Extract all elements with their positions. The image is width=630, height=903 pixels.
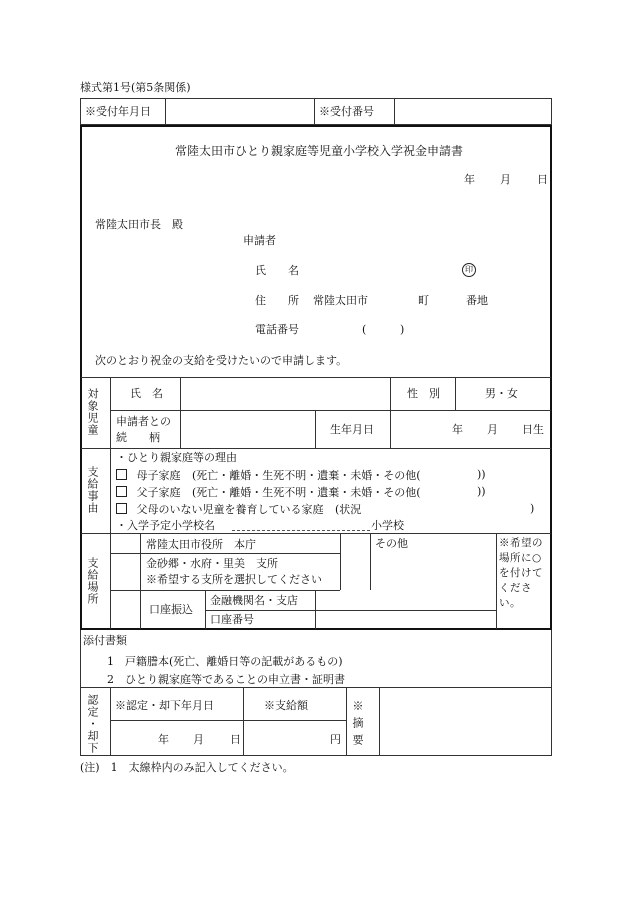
applicant-name-label: 氏 名 <box>255 264 299 277</box>
reason-option-no-parents[interactable]: 父母のいない児童を養育している家庭 (状況 <box>116 503 361 515</box>
bank-label: 金融機関名・支店 <box>210 594 298 607</box>
other-location-field[interactable] <box>372 552 494 588</box>
payment-note: ※希望の場所に○を付けてください。 <box>499 537 543 609</box>
checkbox-no-parents[interactable] <box>116 503 127 514</box>
approval-date-year[interactable]: 年 <box>158 733 169 746</box>
approval-date-month[interactable]: 月 <box>193 733 204 746</box>
applicant-name-field[interactable] <box>310 260 460 280</box>
birthdate-day[interactable]: 日生 <box>522 423 544 436</box>
address-city: 常陸太田市 <box>313 294 368 307</box>
address-town: 町 <box>418 294 429 307</box>
seal-mark: 印 <box>462 263 476 277</box>
statement: 次のとおり祝金の支給を受けたいので申請します。 <box>95 354 348 367</box>
attachments-heading: 添付書類 <box>83 634 127 647</box>
date-year[interactable]: 年 <box>464 173 475 186</box>
applicant-address-label: 住 所 <box>255 294 299 307</box>
approval-section-label: 認定・却下 <box>86 694 99 754</box>
address-banchi: 番地 <box>466 294 488 307</box>
account-field[interactable] <box>317 612 495 628</box>
transfer-label: 口座振込 <box>149 603 193 616</box>
approval-date-day[interactable]: 日 <box>230 733 241 746</box>
footnote: (注) 1 太線枠内のみ記入してください。 <box>80 761 294 774</box>
applicant-label: 申請者 <box>243 234 276 247</box>
form-title: 常陸太田市ひとり親家庭等児童小学校入学祝金申請書 <box>175 144 464 158</box>
reason-heading: ・ひとり親家庭等の理由 <box>116 451 237 464</box>
birthdate-label: 生年月日 <box>330 423 374 436</box>
received-number-label: ※受付番号 <box>319 105 374 118</box>
remarks-field[interactable] <box>380 690 550 754</box>
received-number-field[interactable] <box>396 100 550 123</box>
reason-section-label: 支給事由 <box>86 466 99 514</box>
attachment-item: 2 ひとり親家庭等であることの申立書・証明書 <box>107 673 345 686</box>
office-receipt-row <box>80 98 552 125</box>
date-month[interactable]: 月 <box>500 173 511 186</box>
relationship-field[interactable] <box>182 412 314 447</box>
reason-option-father[interactable]: 父子家庭 (死亡・離婚・生死不明・遺棄・未婚・その他( <box>116 486 421 498</box>
approval-date-label: ※認定・却下年月日 <box>115 699 214 712</box>
amount-unit[interactable]: 円 <box>330 733 341 746</box>
amount-label: ※支給額 <box>264 699 308 712</box>
birthdate-month[interactable]: 月 <box>487 423 498 436</box>
child-section-label: 対象児童 <box>86 388 99 436</box>
cash-location-note: ※希望する支所を選択してください <box>146 573 322 586</box>
attachment-item: 1 戸籍謄本(死亡、離婚日等の記載があるもの) <box>107 655 343 668</box>
bank-field[interactable] <box>317 592 495 609</box>
addressee: 常陸太田市長 殿 <box>95 218 183 231</box>
reason-option-mother[interactable]: 母子家庭 (死亡・離婚・生死不明・遺棄・未婚・その他( <box>116 469 421 481</box>
birthdate-year[interactable]: 年 <box>452 423 463 436</box>
payment-section-label: 支給場所 <box>86 557 99 605</box>
school-suffix: 小学校 <box>371 519 404 532</box>
cash-location-2: 金砂郷・水府・里美 支所 <box>146 557 278 570</box>
cash-location-1: 常陸太田市役所 本庁 <box>146 538 256 551</box>
received-date-label: ※受付年月日 <box>85 105 151 118</box>
relationship-label-2: 続 柄 <box>116 431 160 444</box>
other-label: その他 <box>375 537 408 550</box>
checkbox-mother[interactable] <box>116 469 127 480</box>
child-name-field[interactable] <box>182 380 389 409</box>
child-sex-options[interactable]: 男・女 <box>485 387 518 400</box>
phone-paren-open: ( <box>362 323 367 336</box>
remarks-label: ※摘要 <box>351 700 364 751</box>
account-label: 口座番号 <box>210 613 254 626</box>
date-day[interactable]: 日 <box>537 173 548 186</box>
child-sex-label: 性 別 <box>407 387 440 400</box>
applicant-phone-label: 電話番号 <box>255 323 299 336</box>
phone-paren-close: ) <box>400 323 405 336</box>
child-name-label: 氏 名 <box>130 387 163 400</box>
school-name-field[interactable] <box>232 517 370 531</box>
received-date-field[interactable] <box>167 100 313 123</box>
relationship-label-1: 申請者との <box>116 415 171 428</box>
checkbox-father[interactable] <box>116 486 127 497</box>
school-label: ・入学予定小学校名 <box>116 519 215 532</box>
form-id: 様式第1号(第5条関係) <box>80 81 191 94</box>
